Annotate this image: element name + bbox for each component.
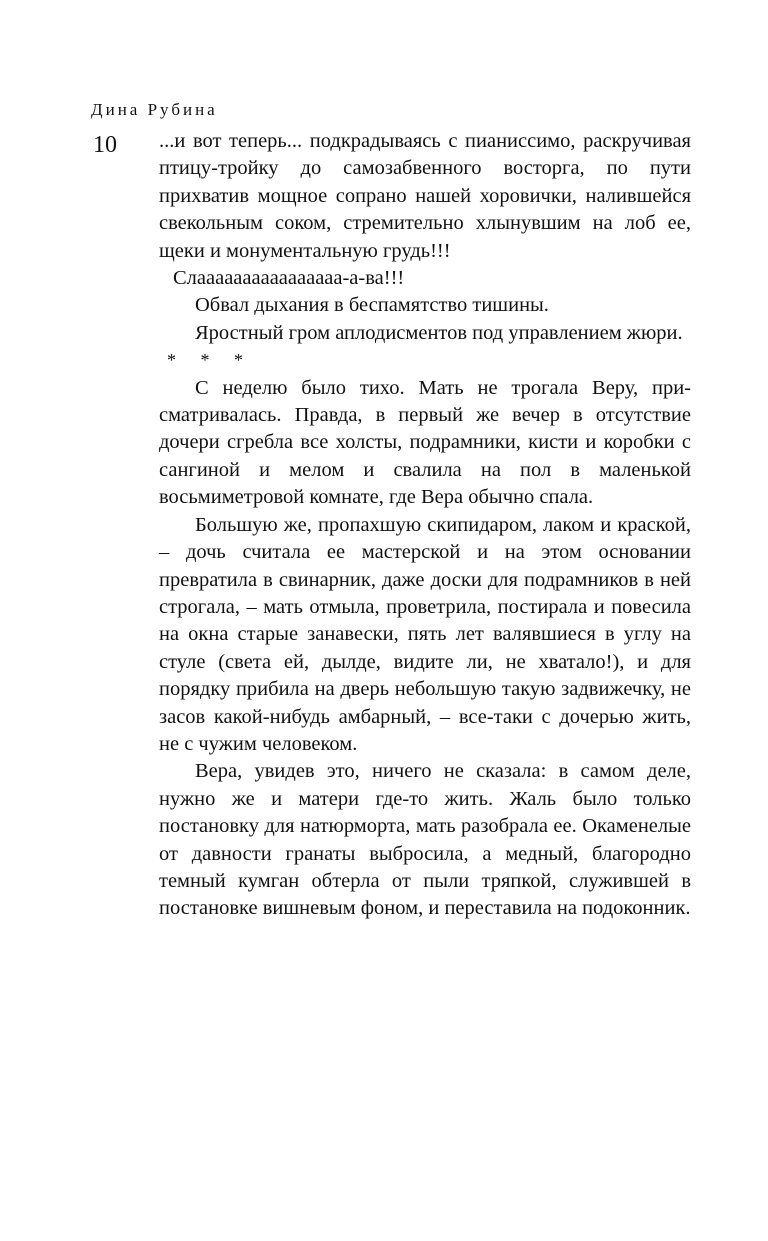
paragraph-applause: Яростный гром аплодисментов под управлением жюри. (195, 321, 683, 344)
paragraph-quiet-week: С неделю было тихо. Мать не трогала Веру, присматривалась. Правда, в первый же вечер в отсутствие дочери сгребла все холсты, подрамники, кисти и коробки с сангиной и мелом и свалила на пол в маленькой восьмиметровой комнате, где Вера обычно спала. (159, 376, 691, 509)
section-break: * * * (167, 350, 253, 371)
paragraph-collapse-of-breath: Обвал дыхания в беспамятство тишины. (195, 294, 549, 317)
opening-paragraph: ...и вот теперь... подкрадываясь с пианиссимо, раскручивая птицу-тройку до самозабвенного восторга, по пути прихватив мощное сопрано нашей хоровички, налившейся свекольным соком, стремительно хлынувшим на лоб ее, щеки и монументальную грудь!!! (159, 130, 691, 262)
page-number: 10 (93, 132, 117, 158)
song-line: Слаааааааааааааааа-а-ва!!! (173, 267, 405, 290)
paragraph-big-room: Большую же, пропахшую скипидаром, лаком и краской, – дочь считала ее мастерской и на этом основании превратила в свинарник, даже доски для подрамников в ней строгала, – мать отмыла, проветрила, постирала и повесила на окна старые занавески, пять лет валявшиеся в углу на стуле (света ей, дылде, видите ли, не хватало!), и для порядку прибила на дверь небольшую такую задвижечку, не засов какой-нибудь амбарный, – все-таки с дочерью жить, не с чужим человеком. (159, 513, 691, 755)
paragraph-still-life: Вера, увидев это, ничего не сказала: в самом деле, нужно же и матери где-то жить. Жаль было только постановку для натюрморта, мать разобрала ее. Окаменелые от давности гранаты выбросила, а медный, благородно темный кумган обтерла от пыли тряпкой, служившей в постановке вишневым фоном, и переставила на подоконник. (159, 760, 691, 920)
text-column (159, 128, 691, 923)
running-head-author: Дина Рубина (91, 100, 218, 119)
